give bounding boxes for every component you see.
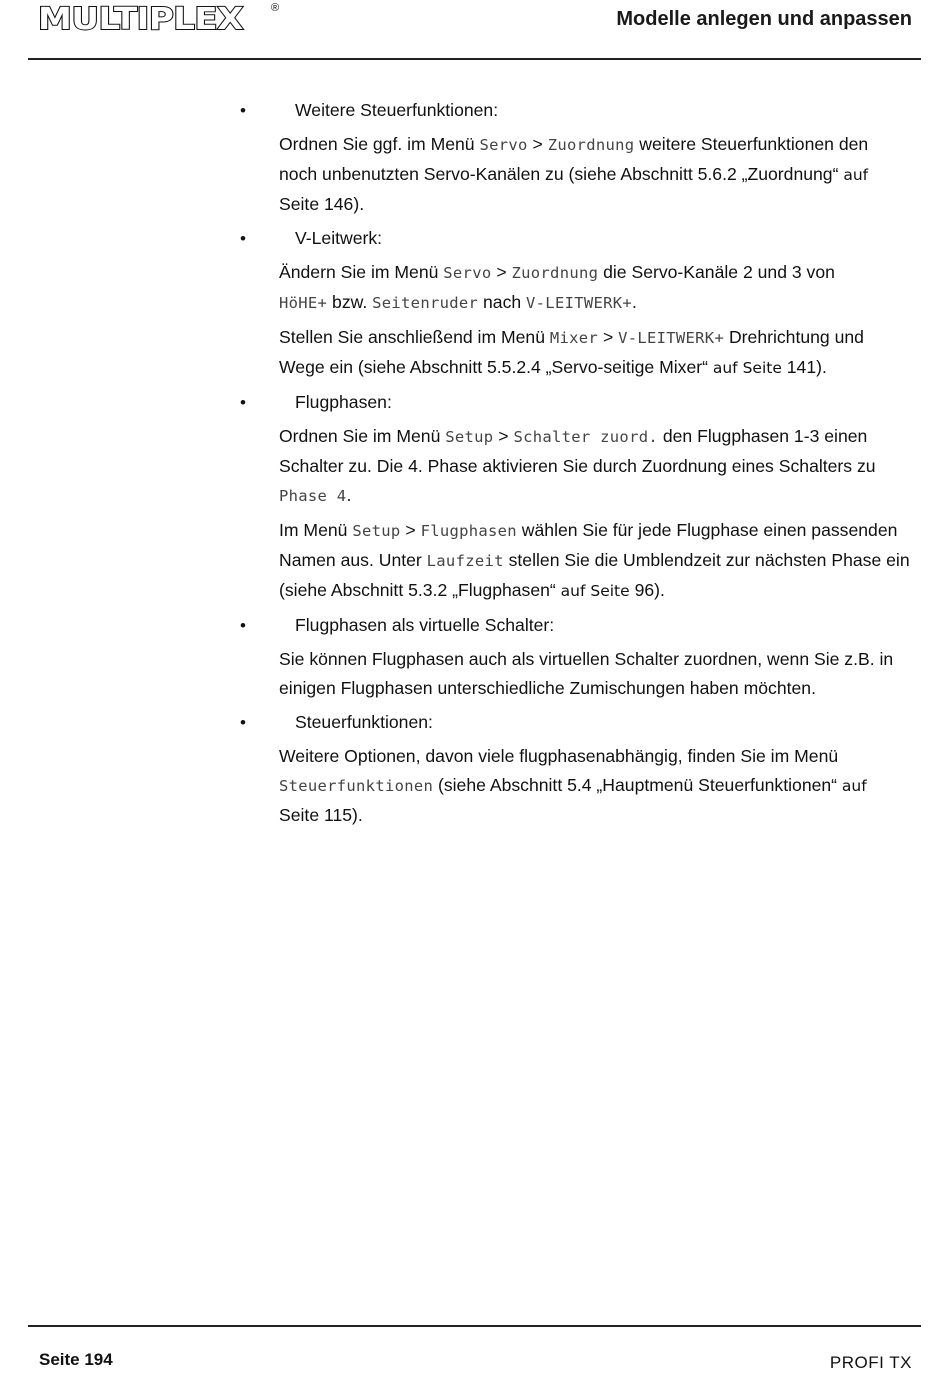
text: Sie können Flugphasen auch als virtuellen Schalter zuordnen, wenn Sie z.B. in einigen Flugphasen unterschiedliche Zumischungen haben möchten. bbox=[279, 649, 894, 698]
list-item-heading bbox=[240, 388, 910, 417]
text: > bbox=[493, 426, 514, 446]
text: > bbox=[598, 327, 619, 347]
menu-term: Servo bbox=[443, 264, 492, 282]
footer-rule bbox=[28, 1325, 921, 1327]
text: 96). bbox=[629, 580, 665, 600]
paragraph bbox=[240, 130, 910, 219]
bullet: • bbox=[240, 616, 246, 635]
heading-text: Flugphasen als virtuelle Schalter: bbox=[295, 615, 555, 635]
menu-term: Setup bbox=[445, 428, 494, 446]
menu-term: Flugphasen bbox=[420, 522, 517, 540]
paragraph bbox=[240, 645, 910, 703]
heading-text: Steuerfunktionen: bbox=[295, 712, 433, 732]
heading-text: Flugphasen: bbox=[295, 392, 392, 412]
bullet: • bbox=[240, 229, 246, 248]
text: Ordnen Sie im Menü bbox=[279, 426, 446, 446]
menu-term: Zuordnung bbox=[511, 264, 599, 282]
menu-term: Zuordnung bbox=[547, 136, 635, 154]
page-ref: auf bbox=[843, 166, 869, 184]
paragraph bbox=[240, 258, 910, 318]
text: die Servo-Kanäle 2 und 3 von bbox=[598, 262, 835, 282]
menu-term: Steuerfunktionen bbox=[279, 777, 434, 795]
text: Im Menü bbox=[279, 520, 353, 540]
page-number: Seite 194 bbox=[39, 1350, 113, 1369]
product-name: PROFI TX bbox=[829, 1353, 912, 1372]
text: wählen Sie für jede Flugphase einen passenden Namen aus. Unter bbox=[279, 520, 898, 570]
text: den Flugphasen 1-3 einen Schalter zu. Die 4. Phase aktivieren Sie durch Zuordnung eines Schalters zu bbox=[279, 426, 876, 476]
header-rule bbox=[28, 58, 921, 60]
text: > bbox=[527, 134, 548, 154]
text: . bbox=[632, 292, 637, 312]
menu-term: Setup bbox=[352, 522, 401, 540]
menu-term: Seitenruder bbox=[372, 294, 479, 312]
text: (siehe Abschnitt 5.4 „Hauptmenü Steuerfunktionen“ bbox=[433, 775, 842, 795]
text: stellen Sie die Umblendzeit zur nächsten Phase ein (siehe Abschnitt 5.3.2 „Flugphasen“ bbox=[279, 550, 910, 600]
multiplex-logo: MULTIPLEX bbox=[38, 1, 243, 38]
text: Seite 146). bbox=[279, 194, 365, 214]
menu-term: Laufzeit bbox=[426, 552, 504, 570]
text: Ordnen Sie ggf. im Menü bbox=[279, 134, 480, 154]
page-ref: auf Seite bbox=[560, 582, 630, 600]
text: bzw. bbox=[327, 292, 373, 312]
text: Seite 115). bbox=[279, 805, 363, 825]
list-item-heading bbox=[240, 611, 910, 640]
menu-term: Schalter zuord. bbox=[513, 428, 658, 446]
menu-term: Servo bbox=[479, 136, 528, 154]
list-item-heading bbox=[240, 708, 910, 737]
page-content bbox=[240, 96, 910, 835]
page-header-title: Modelle anlegen und anpassen bbox=[616, 8, 912, 30]
text: Stellen Sie anschließend im Menü bbox=[279, 327, 550, 347]
page-ref: auf bbox=[841, 777, 867, 795]
bullet: • bbox=[240, 101, 246, 120]
page-ref: auf Seite bbox=[712, 359, 782, 377]
paragraph bbox=[240, 422, 910, 511]
menu-term: HöHE+ bbox=[279, 294, 328, 312]
text: Ändern Sie im Menü bbox=[279, 262, 444, 282]
paragraph bbox=[240, 742, 910, 830]
text: Drehrichtung und Wege ein (siehe Abschnitt 5.5.2.4 „Servo-seitige Mixer“ bbox=[279, 327, 864, 377]
menu-term: V-LEITWERK+ bbox=[618, 329, 725, 347]
text: . bbox=[346, 485, 352, 505]
text: weitere Steuerfunktionen den noch unbenutzten Servo-Kanälen zu (siehe Abschnitt 5.6.2 „Zuordnung“ bbox=[279, 134, 869, 184]
list-item-heading bbox=[240, 224, 910, 253]
heading-text: V-Leitwerk: bbox=[295, 228, 383, 248]
list-item-heading bbox=[240, 96, 910, 125]
bullet: • bbox=[240, 393, 246, 412]
text: nach bbox=[478, 292, 527, 312]
text: > bbox=[400, 520, 421, 540]
bullet: • bbox=[240, 713, 246, 732]
menu-term: Mixer bbox=[549, 329, 599, 347]
text: Weitere Optionen, davon viele flugphasenabhängig, finden Sie im Menü bbox=[279, 746, 839, 766]
heading-text: Weitere Steuerfunktionen: bbox=[295, 100, 499, 120]
text: > bbox=[491, 262, 512, 282]
registered-mark: ® bbox=[271, 2, 280, 14]
text: 141). bbox=[781, 357, 827, 377]
menu-term: Phase 4 bbox=[279, 487, 347, 505]
paragraph bbox=[240, 516, 910, 606]
paragraph bbox=[240, 323, 910, 383]
menu-term: V-LEITWERK+ bbox=[526, 294, 632, 312]
